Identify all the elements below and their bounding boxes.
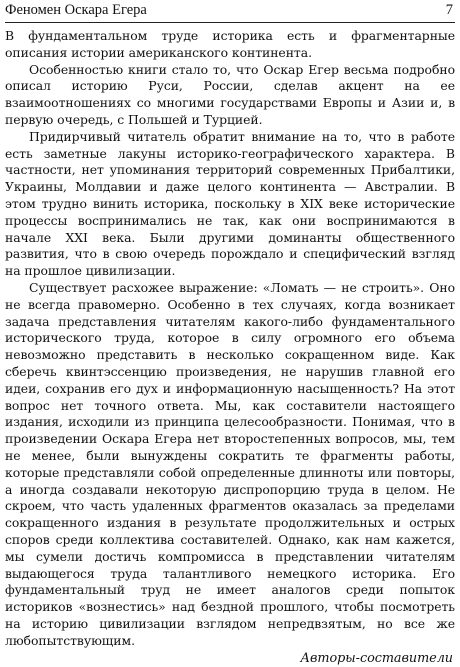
paragraph: Существует расхожее выражение: «Ломать — не строить». Оно не всегда правомерно. Особенно в тех случаях, когда возникает задача представления читателям какого-либо фундаментального исторического труда, которое в силу огромного его объема невозможно представить в несколько сокращенном виде. Как сберечь квинтэссенцию произведения, не нарушив главной его идеи, сохранив его дух и информационную насыщенность? На этот вопрос нет точного ответа. Мы, как составители настоящего издания, исходили из принципа целесообразности. Понимая, что в произведении Оскара Егера нет второстепенных вопросов, мы, тем не менее, были вынуждены сократить те фрагменты работы, которые представляли собой определенные длинноты или повторы, а иногда создавали некоторую диспропорцию труда в целом. Не скроем, что часть удаленных фрагментов оказалась за пределами сокращенного издания в результате продолжительных и острых споров среди коллектива составителей. Однако, как нам кажется, мы сумели достичь компромисса в представлении читателям выдающегося труда талантливого немецкого историка. Его фундаментальный труд не имеет аналогов среди попыток историков «вознестись» над бездной прошлого, чтобы посмотреть на историю цивилизации взглядом непредвзятым, но все же любопытствующим. [5,279,455,648]
paragraph: В фундаментальном труде историка есть и фрагментарные описания истории американского континента. [5,28,455,60]
signature: Авторы-составители [300,651,453,667]
body-text [5,28,455,667]
running-title: Феномен Оскара Егера [5,2,147,18]
paragraph: Особенностью книги стало то, что Оскар Егер весьма подробно описал историю Руси, России, сделав акцент на ее взаимоотношениях со многими государствами Европы и Азии и, в первую очередь, с Польшей и Турцией. [5,61,455,127]
paragraph: Придирчивый читатель обратит внимание на то, что в работе есть заметные лакуны историко-географического характера. В частности, нет упоминания территорий современных Прибалтики, Украины, Молдавии и даже целого континента — Австралии. В этом трудно винить историка, поскольку в XIX веке исторические процессы воспринимались не так, как они воспринимаются в начале XXI века. Были другими доминанты общественного развития, что в свою очередь порождало и специфический взгляд на прошлое цивилизации. [5,128,455,279]
page-number: 7 [445,2,453,18]
running-header [5,0,455,23]
